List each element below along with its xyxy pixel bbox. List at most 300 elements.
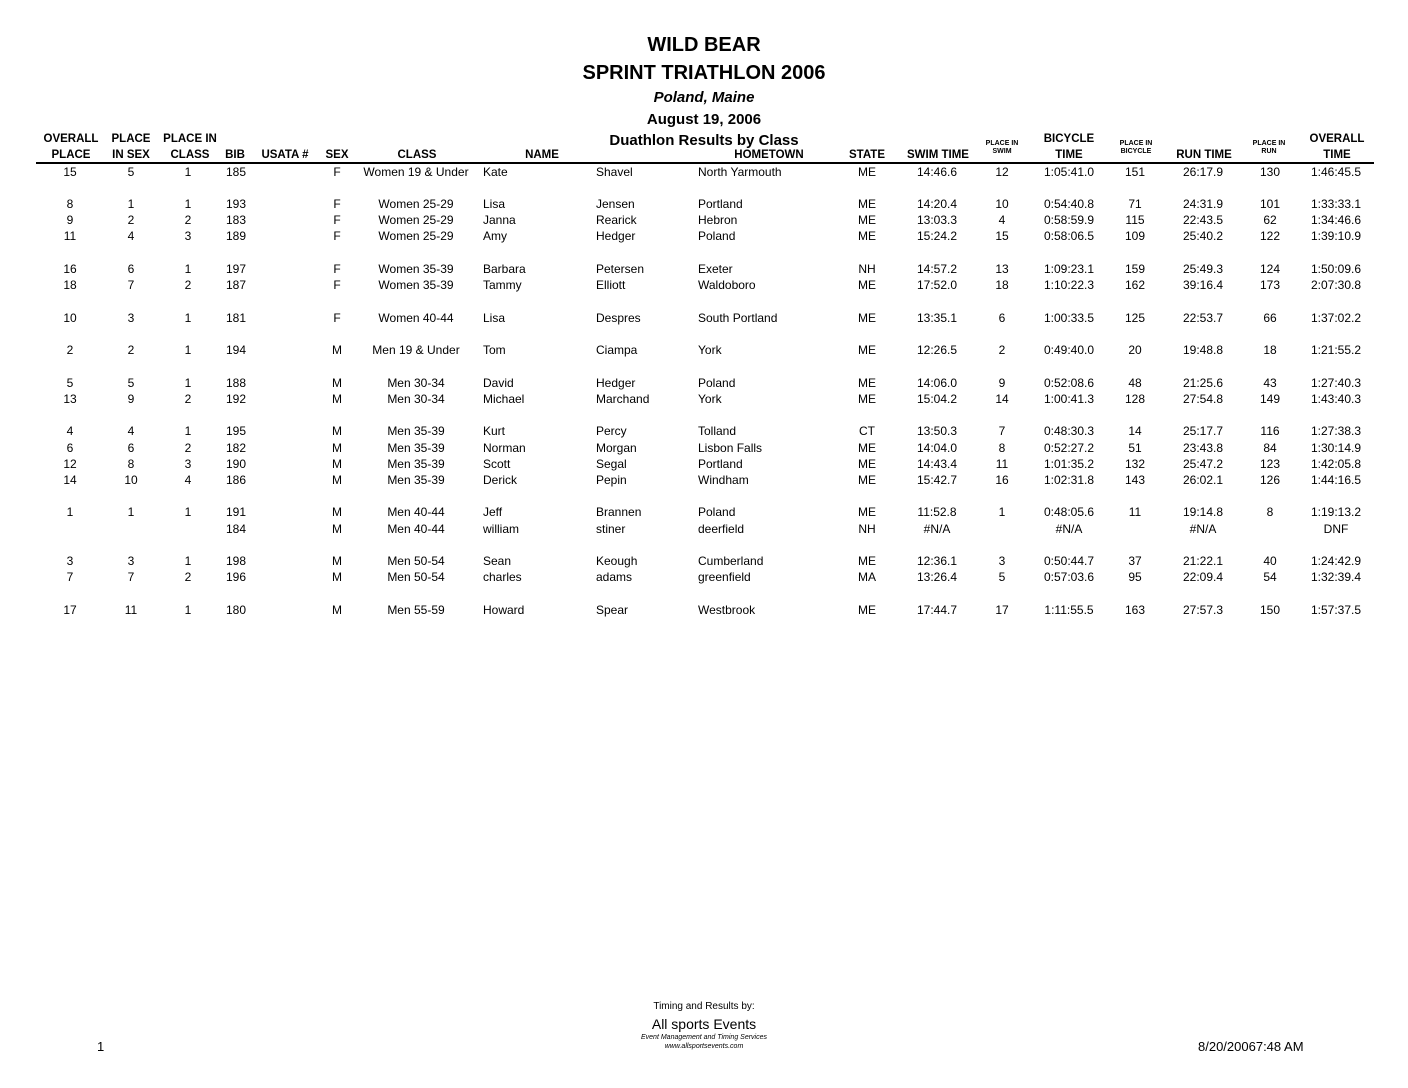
cell-tot: 1:44:16.5 — [1310, 473, 1362, 487]
cell-town: Waldoboro — [698, 278, 756, 292]
page-number: 1 — [97, 1039, 105, 1054]
cell-town: Poland — [698, 229, 736, 243]
cell-pc: 3 — [184, 229, 192, 243]
cell-tot: 1:50:09.6 — [1310, 262, 1362, 276]
col-place-in-run-line1: PLACE IN — [1252, 140, 1286, 147]
cell-ps: 4 — [127, 424, 135, 438]
cell-pc: 1 — [184, 603, 192, 617]
cell-first: Tom — [483, 343, 506, 357]
cell-sex: M — [332, 570, 342, 584]
table-row — [0, 342, 1408, 358]
company-name: All sports Events — [651, 1016, 757, 1032]
cell-pc: 2 — [184, 570, 192, 584]
cell-run: 25:40.2 — [1182, 229, 1224, 243]
cell-pb: 14 — [1128, 424, 1142, 438]
cell-pc: 1 — [184, 343, 192, 357]
event-subtitle: SPRINT TRIATHLON 2006 — [582, 62, 826, 84]
cell-bike: 0:58:59.9 — [1043, 213, 1095, 227]
cell-bike: 0:48:05.6 — [1043, 505, 1095, 519]
cell-last: Brannen — [596, 505, 642, 519]
cell-pr: 123 — [1259, 457, 1281, 471]
cell-cls: Women 25-29 — [378, 213, 454, 227]
cell-last: Segal — [596, 457, 627, 471]
cell-pc: 4 — [184, 473, 192, 487]
cell-cls: Women 19 & Under — [363, 165, 469, 179]
cell-tot: 2:07:30.8 — [1310, 278, 1362, 292]
table-row — [0, 212, 1408, 228]
cell-bib: 192 — [225, 392, 247, 406]
cell-cls: Women 25-29 — [378, 197, 454, 211]
cell-pr: 62 — [1263, 213, 1277, 227]
table-row — [0, 521, 1408, 537]
cell-run: 22:43.5 — [1182, 213, 1224, 227]
col-usata: USATA # — [261, 149, 309, 161]
col-overall-time-line1: OVERALL — [1309, 133, 1365, 145]
cell-swim: 12:26.5 — [916, 343, 958, 357]
col-run-time: RUN TIME — [1176, 149, 1232, 161]
cell-first: william — [483, 522, 519, 536]
cell-pc: 2 — [184, 213, 192, 227]
cell-pb: 163 — [1124, 603, 1146, 617]
cell-run: 39:16.4 — [1182, 278, 1224, 292]
col-overall-place-line2: PLACE — [51, 149, 91, 161]
cell-st: ME — [858, 392, 876, 406]
cell-swim: 17:52.0 — [916, 278, 958, 292]
table-row — [0, 472, 1408, 488]
cell-bike: 0:54:40.8 — [1043, 197, 1095, 211]
cell-psw: 4 — [998, 213, 1006, 227]
cell-cls: Men 35-39 — [387, 473, 445, 487]
cell-bike: 0:58:06.5 — [1043, 229, 1095, 243]
cell-tot: 1:33:33.1 — [1310, 197, 1362, 211]
cell-first: Lisa — [483, 197, 506, 211]
cell-bib: 180 — [225, 603, 247, 617]
table-row — [0, 440, 1408, 456]
cell-town: Windham — [698, 473, 749, 487]
cell-op: 15 — [63, 165, 77, 179]
cell-pc: 1 — [184, 505, 192, 519]
cell-bike: 1:10:22.3 — [1043, 278, 1095, 292]
cell-st: ME — [858, 311, 876, 325]
cell-last: Keough — [596, 554, 638, 568]
cell-first: Amy — [483, 229, 507, 243]
cell-last: adams — [596, 570, 633, 584]
cell-swim: 13:26.4 — [916, 570, 958, 584]
cell-pr: 18 — [1263, 343, 1277, 357]
cell-run: 26:17.9 — [1182, 165, 1224, 179]
cell-psw: 8 — [998, 441, 1006, 455]
cell-st: ME — [858, 603, 876, 617]
cell-run: 27:57.3 — [1182, 603, 1224, 617]
cell-bib: 188 — [225, 376, 247, 390]
cell-run: 21:25.6 — [1182, 376, 1224, 390]
cell-run: #N/A — [1189, 522, 1217, 536]
cell-pb: 143 — [1124, 473, 1146, 487]
cell-ps: 6 — [127, 441, 135, 455]
cell-op: 18 — [63, 278, 77, 292]
cell-bike: 0:48:30.3 — [1043, 424, 1095, 438]
cell-op: 12 — [63, 457, 77, 471]
col-overall-time — [1300, 131, 1374, 163]
cell-op: 8 — [66, 197, 74, 211]
cell-pr: 40 — [1263, 554, 1277, 568]
cell-sex: F — [333, 311, 341, 325]
cell-swim: 14:20.4 — [916, 197, 958, 211]
cell-pb: 37 — [1128, 554, 1142, 568]
cell-st: ME — [858, 441, 876, 455]
cell-bib: 189 — [225, 229, 247, 243]
cell-cls: Women 40-44 — [378, 311, 454, 325]
cell-op: 5 — [66, 376, 74, 390]
cell-op: 7 — [66, 570, 74, 584]
cell-bib: 193 — [225, 197, 247, 211]
cell-pr: 116 — [1260, 424, 1280, 438]
table-row — [0, 391, 1408, 407]
cell-ps: 1 — [127, 197, 135, 211]
cell-pb: 132 — [1124, 457, 1146, 471]
cell-tot: 1:21:55.2 — [1310, 343, 1362, 357]
cell-pr: 124 — [1259, 262, 1281, 276]
event-location: Poland, Maine — [653, 89, 755, 106]
cell-pc: 1 — [184, 311, 192, 325]
table-row — [0, 196, 1408, 212]
cell-pc: 3 — [184, 457, 192, 471]
cell-bib: 194 — [225, 343, 247, 357]
col-place-in-bicycle — [1112, 140, 1160, 156]
cell-pr: 149 — [1259, 392, 1281, 406]
cell-bib: 184 — [225, 522, 247, 536]
cell-cls: Men 19 & Under — [372, 343, 460, 357]
cell-pb: 95 — [1128, 570, 1142, 584]
cell-run: 25:49.3 — [1182, 262, 1224, 276]
cell-op: 11 — [63, 229, 77, 243]
cell-last: Jensen — [596, 197, 635, 211]
cell-psw: 10 — [995, 197, 1009, 211]
cell-first: Barbara — [483, 262, 526, 276]
cell-sex: M — [332, 457, 342, 471]
cell-ps: 6 — [127, 262, 135, 276]
cell-swim: 15:42.7 — [916, 473, 958, 487]
cell-swim: 14:57.2 — [916, 262, 958, 276]
cell-last: Marchand — [596, 392, 650, 406]
col-swim-time: SWIM TIME — [907, 149, 969, 161]
cell-first: Howard — [483, 603, 525, 617]
cell-op: 2 — [66, 343, 74, 357]
cell-psw: 17 — [995, 603, 1009, 617]
cell-pr: 101 — [1259, 197, 1281, 211]
table-row — [0, 310, 1408, 326]
table-row — [0, 553, 1408, 569]
cell-town: South Portland — [698, 311, 778, 325]
cell-run: 21:22.1 — [1182, 554, 1224, 568]
cell-town: York — [698, 392, 722, 406]
table-row — [0, 569, 1408, 585]
cell-first: charles — [483, 570, 522, 584]
cell-town: Poland — [698, 505, 736, 519]
cell-run: 25:47.2 — [1182, 457, 1224, 471]
cell-sex: M — [332, 392, 342, 406]
cell-st: ME — [858, 165, 876, 179]
cell-cls: Men 50-54 — [387, 570, 445, 584]
cell-town: Hebron — [698, 213, 738, 227]
col-place-in-swim-line1: PLACE IN — [985, 140, 1019, 147]
cell-tot: 1:27:38.3 — [1310, 424, 1362, 438]
cell-bib: 182 — [225, 441, 247, 455]
cell-tot: 1:34:46.6 — [1310, 213, 1362, 227]
cell-swim: 13:35.1 — [916, 311, 958, 325]
cell-last: stiner — [596, 522, 626, 536]
cell-psw: 11 — [995, 457, 1009, 471]
cell-swim: 13:50.3 — [916, 424, 958, 438]
cell-op: 16 — [63, 262, 77, 276]
cell-swim: 12:36.1 — [916, 554, 958, 568]
cell-tot: 1:30:14.9 — [1310, 441, 1362, 455]
col-place-in-class-line1: PLACE IN — [163, 133, 217, 145]
cell-swim: #N/A — [923, 522, 951, 536]
cell-sex: F — [333, 229, 341, 243]
cell-town: Exeter — [698, 262, 733, 276]
col-sex: SEX — [325, 149, 349, 161]
cell-tot: 1:42:05.8 — [1310, 457, 1362, 471]
cell-cls: Women 25-29 — [378, 229, 454, 243]
col-place-in-swim — [980, 140, 1024, 156]
cell-pb: 159 — [1124, 262, 1146, 276]
table-row — [0, 375, 1408, 391]
cell-sex: M — [332, 522, 342, 536]
cell-ps: 2 — [127, 343, 135, 357]
cell-first: Kate — [483, 165, 508, 179]
cell-town: York — [698, 343, 722, 357]
col-place-in-run — [1246, 140, 1292, 156]
cell-bike: 0:57:03.6 — [1043, 570, 1095, 584]
cell-last: Elliott — [596, 278, 626, 292]
cell-run: 22:53.7 — [1182, 311, 1224, 325]
cell-sex: M — [332, 473, 342, 487]
cell-last: Hedger — [596, 376, 636, 390]
table-row — [0, 228, 1408, 244]
cell-op: 10 — [63, 311, 77, 325]
cell-first: Tammy — [483, 278, 522, 292]
col-class: CLASS — [397, 149, 437, 161]
cell-st: ME — [858, 457, 876, 471]
table-row — [0, 277, 1408, 293]
cell-tot: 1:37:02.2 — [1310, 311, 1362, 325]
cell-pb: 48 — [1128, 376, 1142, 390]
cell-op: 4 — [66, 424, 74, 438]
cell-psw: 2 — [998, 343, 1006, 357]
cell-cls: Men 55-59 — [387, 603, 445, 617]
cell-swim: 15:04.2 — [916, 392, 958, 406]
cell-last: Spear — [596, 603, 629, 617]
cell-last: Despres — [596, 311, 641, 325]
cell-ps: 11 — [124, 603, 138, 617]
cell-run: 25:17.7 — [1182, 424, 1224, 438]
cell-town: deerfield — [698, 522, 745, 536]
cell-psw: 14 — [995, 392, 1009, 406]
cell-psw: 9 — [998, 376, 1006, 390]
cell-ps: 7 — [127, 570, 135, 584]
table-row — [0, 504, 1408, 520]
cell-bike: 1:11:55.5 — [1044, 603, 1094, 617]
cell-cls: Men 30-34 — [387, 392, 445, 406]
cell-st: MA — [858, 570, 876, 584]
cell-town: Poland — [698, 376, 736, 390]
cell-psw: 7 — [998, 424, 1006, 438]
cell-cls: Women 35-39 — [378, 278, 454, 292]
cell-swim: 11:52.8 — [917, 505, 957, 519]
company-tagline: Event Management and Timing Services — [641, 1034, 767, 1041]
col-bicycle-time-line2: TIME — [1055, 149, 1083, 161]
cell-ps: 7 — [127, 278, 135, 292]
cell-pr: 84 — [1263, 441, 1277, 455]
cell-op: 17 — [63, 603, 77, 617]
cell-psw: 15 — [995, 229, 1009, 243]
cell-op: 13 — [63, 392, 77, 406]
col-state: STATE — [849, 149, 885, 161]
cell-sex: F — [333, 197, 341, 211]
col-place-in-sex-line2: IN SEX — [112, 149, 150, 161]
cell-psw: 1 — [998, 505, 1006, 519]
cell-first: Sean — [483, 554, 512, 568]
event-date: August 19, 2006 — [646, 111, 762, 128]
cell-psw: 13 — [995, 262, 1009, 276]
cell-last: Petersen — [596, 262, 645, 276]
cell-pc: 2 — [184, 278, 192, 292]
cell-cls: Men 50-54 — [387, 554, 445, 568]
cell-psw: 3 — [998, 554, 1006, 568]
cell-cls: Men 40-44 — [387, 505, 445, 519]
cell-town: North Yarmouth — [698, 165, 782, 179]
cell-psw: 5 — [998, 570, 1006, 584]
cell-ps: 8 — [127, 457, 135, 471]
cell-st: ME — [858, 278, 876, 292]
col-place-in-class — [160, 131, 220, 163]
cell-last: Hedger — [596, 229, 636, 243]
col-hometown: HOMETOWN — [734, 149, 804, 161]
cell-pr: 43 — [1263, 376, 1277, 390]
cell-ps: 5 — [127, 165, 135, 179]
cell-last: Morgan — [596, 441, 637, 455]
cell-sex: M — [332, 505, 342, 519]
cell-bib: 197 — [225, 262, 247, 276]
results-subtitle: Duathlon Results by Class — [609, 132, 799, 149]
cell-swim: 15:24.2 — [916, 229, 958, 243]
cell-tot: 1:24:42.9 — [1310, 554, 1362, 568]
cell-st: ME — [858, 197, 876, 211]
cell-sex: M — [332, 441, 342, 455]
cell-pb: 71 — [1128, 197, 1142, 211]
cell-psw: 18 — [995, 278, 1009, 292]
cell-run: 22:09.4 — [1182, 570, 1224, 584]
cell-bike: 0:52:08.6 — [1043, 376, 1095, 390]
cell-bike: 0:52:27.2 — [1043, 441, 1095, 455]
cell-last: Percy — [596, 424, 627, 438]
cell-psw: 6 — [998, 311, 1006, 325]
cell-psw: 16 — [995, 473, 1009, 487]
cell-cls: Men 35-39 — [387, 441, 445, 455]
cell-op: 1 — [66, 505, 74, 519]
table-row — [0, 423, 1408, 439]
cell-cls: Women 35-39 — [378, 262, 454, 276]
cell-pb: 11 — [1128, 505, 1142, 519]
col-place-in-sex-line1: PLACE — [111, 133, 151, 145]
cell-bike: 1:00:33.5 — [1043, 311, 1095, 325]
cell-ps: 4 — [127, 229, 135, 243]
cell-pb: 151 — [1124, 165, 1146, 179]
cell-pr: 122 — [1259, 229, 1281, 243]
col-place-in-run-line2: RUN — [1261, 148, 1277, 155]
cell-st: CT — [859, 424, 875, 438]
cell-last: Pepin — [596, 473, 627, 487]
cell-pb: 125 — [1124, 311, 1146, 325]
cell-run: 19:14.8 — [1182, 505, 1224, 519]
cell-pb: 128 — [1124, 392, 1146, 406]
cell-swim: 14:04.0 — [916, 441, 958, 455]
cell-run: 23:43.8 — [1182, 441, 1224, 455]
cell-ps: 1 — [127, 505, 135, 519]
cell-town: Tolland — [698, 424, 737, 438]
cell-first: Jeff — [483, 505, 503, 519]
cell-swim: 14:46.6 — [916, 165, 958, 179]
cell-pr: 150 — [1259, 603, 1281, 617]
cell-sex: M — [332, 424, 342, 438]
table-row — [0, 602, 1408, 618]
cell-st: ME — [858, 343, 876, 357]
cell-sex: M — [332, 554, 342, 568]
cell-last: Ciampa — [596, 343, 638, 357]
cell-bib: 185 — [225, 165, 247, 179]
timing-label: Timing and Results by: — [653, 1001, 755, 1012]
cell-bib: 187 — [225, 278, 247, 292]
cell-tot: 1:32:39.4 — [1310, 570, 1362, 584]
cell-run: 19:48.8 — [1182, 343, 1224, 357]
col-place-in-bicycle-line1: PLACE IN — [1119, 140, 1153, 147]
cell-bib: 190 — [225, 457, 247, 471]
cell-bib: 183 — [225, 213, 247, 227]
cell-st: ME — [858, 376, 876, 390]
cell-swim: 14:43.4 — [916, 457, 958, 471]
cell-run: 27:54.8 — [1182, 392, 1224, 406]
event-title: WILD BEAR — [647, 34, 761, 56]
cell-op: 3 — [66, 554, 74, 568]
cell-bib: 181 — [225, 311, 247, 325]
cell-town: greenfield — [698, 570, 751, 584]
col-place-in-swim-line2: SWIM — [992, 148, 1012, 155]
cell-tot: 1:46:45.5 — [1310, 165, 1362, 179]
cell-pc: 1 — [184, 262, 192, 276]
cell-sex: F — [333, 165, 341, 179]
cell-st: ME — [858, 554, 876, 568]
col-place-in-sex — [106, 131, 156, 163]
cell-pc: 1 — [184, 554, 192, 568]
cell-pb: 162 — [1124, 278, 1146, 292]
cell-swim: 17:44.7 — [916, 603, 958, 617]
cell-town: Cumberland — [698, 554, 764, 568]
print-timestamp: 8/20/20067:48 AM — [1198, 1039, 1304, 1054]
cell-bib: 196 — [225, 570, 247, 584]
cell-pb: 51 — [1128, 441, 1142, 455]
cell-op: 14 — [63, 473, 77, 487]
cell-town: Westbrook — [698, 603, 756, 617]
company-website: www.allsportsevents.com — [664, 1043, 744, 1050]
cell-pr: 126 — [1259, 473, 1281, 487]
cell-first: David — [483, 376, 514, 390]
cell-st: ME — [858, 473, 876, 487]
cell-bib: 191 — [225, 505, 247, 519]
col-overall-time-line2: TIME — [1323, 149, 1351, 161]
cell-bib: 195 — [225, 424, 247, 438]
cell-st: NH — [858, 262, 876, 276]
